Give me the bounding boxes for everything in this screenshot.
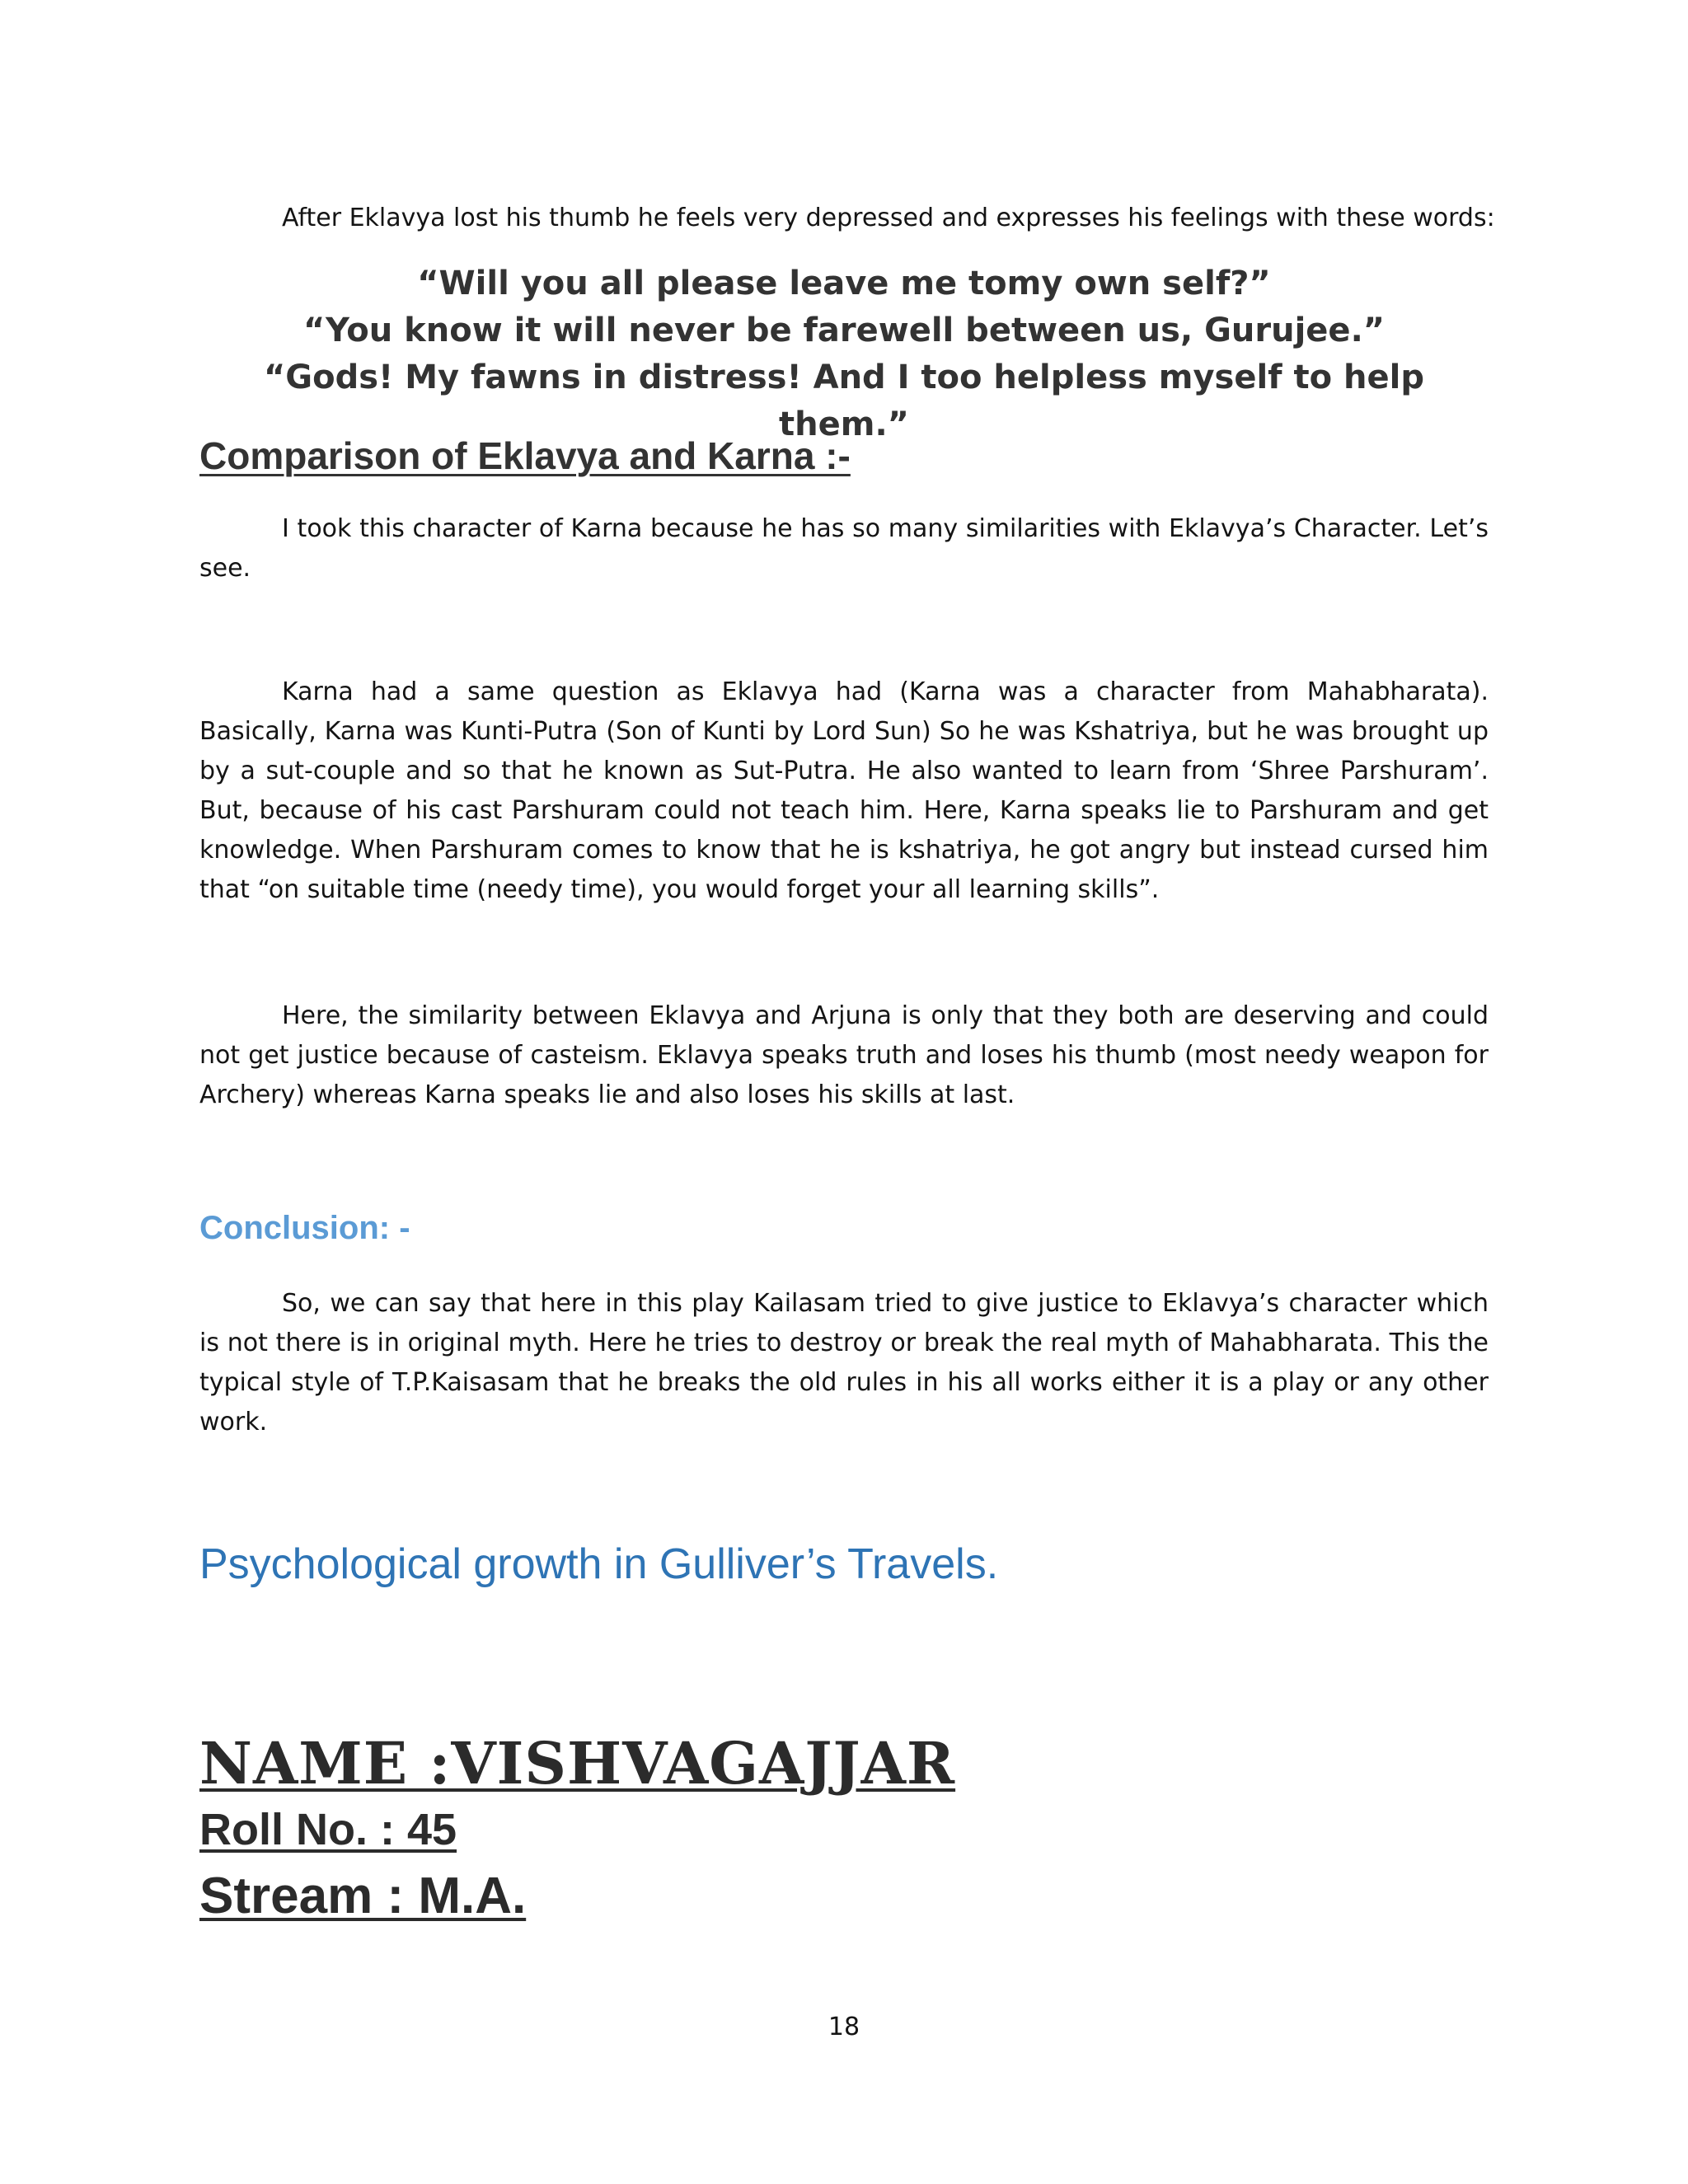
conclusion-heading: Conclusion: - — [199, 1210, 410, 1246]
conclusion-paragraph: So, we can say that here in this play Kailasam tried to give justice to Eklavya’s character which is not there is in original myth. Here he tries to destroy or break the real myth of Mahabharata. This the typical style of T.P.Kaisasam that he breaks the old rules in his all works either it is a play or any other work. — [199, 1289, 1489, 1436]
quote-line: “You know it will never be farewell between us, Gurujee.” — [302, 312, 1386, 349]
quote-line: “Will you all please leave me tomy own self?” — [417, 265, 1271, 302]
intro-sentence: After Eklavya lost his thumb he feels very depressed and expresses his feelings with these words: — [282, 204, 1495, 232]
stream-label: Stream : M.A. — [199, 1868, 527, 1924]
page-number: 18 — [828, 2013, 860, 2041]
body-paragraph: Here, the similarity between Eklavya and Arjuna is only that they both are deserving and could not get justice because of casteism. Eklavya speaks truth and loses his thumb (most needy weapon for Archery) whereas Karna speaks lie and also loses his skills at last. — [199, 1001, 1489, 1109]
quote-block — [199, 260, 1489, 448]
body-paragraph: I took this character of Karna because he has so many similarities with Eklavya’s Character. Let’s see. — [199, 514, 1489, 583]
body-paragraph: Karna had a same question as Eklavya had (Karna was a character from Mahabharata). Basically, Karna was Kunti-Putra (Son of Kunti by Lord Sun) So he was Kshatriya, but he was brought up by a sut-couple and so that he known as Sut-Putra. He also wanted to learn from ‘Shree Parshuram’. But, because of his cast Parshuram could not teach him. Here, Karna speaks lie to Parshuram and get knowledge. When Parshuram comes to know that he is kshatriya, he got angry but instead cursed him that “on suitable time (needy time), you would forget your all learning skills”. — [199, 677, 1489, 904]
student-name: NAME :VISHVAGAJJAR — [199, 1729, 956, 1797]
next-section-title: Psychological growth in Gulliver’s Travels. — [199, 1540, 999, 1588]
roll-number: Roll No. : 45 — [199, 1805, 457, 1854]
comparison-heading: Comparison of Eklavya and Karna :- — [199, 434, 851, 477]
quote-line: “Gods! My fawns in distress! And I too helpless myself to help them.” — [264, 359, 1424, 443]
